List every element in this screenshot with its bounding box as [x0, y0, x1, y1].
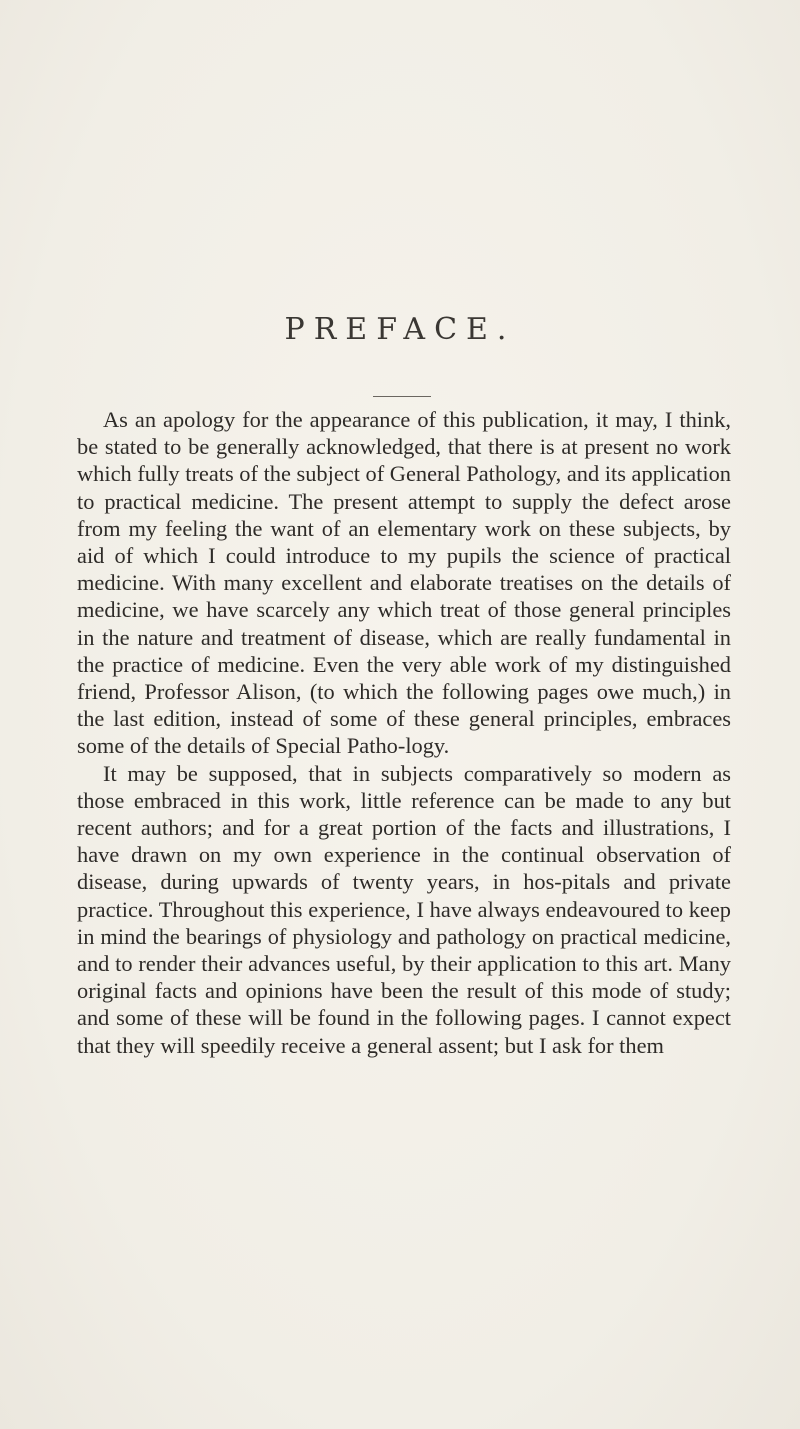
title-divider — [373, 396, 431, 397]
page-title: PREFACE. — [284, 312, 516, 347]
preface-body — [77, 406, 731, 1059]
paragraph-2: It may be supposed, that in subjects comparatively so modern as those embraced in this work, little reference can be made to any but recent authors; and for a great portion of the facts and illustrations, I have drawn on my own experience in the continual observation of disease, during upwards of twenty years, in hos-pitals and private practice. Throughout this experience, I have always endeavoured to keep in mind the bearings of physiology and pathology on practical medicine, and to render their advances useful, by their application to this art. Many original facts and opinions have been the result of this mode of study; and some of these will be found in the following pages. I cannot expect that they will speedily receive a general assent; but I ask for them — [77, 760, 731, 1058]
paragraph-1: As an apology for the appearance of this publication, it may, I think, be stated to be generally acknowledged, that there is at present no work which fully treats of the subject of General Pathology, and its application to practical medicine. The present attempt to supply the defect arose from my feeling the want of an elementary work on these subjects, by aid of which I could introduce to my pupils the science of practical medicine. With many excellent and elaborate treatises on the details of medicine, we have scarcely any which treat of those general principles in the nature and treatment of disease, which are really fundamental in the practice of medicine. Even the very able work of my distinguished friend, Professor Alison, (to which the following pages owe much,) in the last edition, instead of some of these general principles, embraces some of the details of Special Patho-logy. — [77, 407, 731, 759]
